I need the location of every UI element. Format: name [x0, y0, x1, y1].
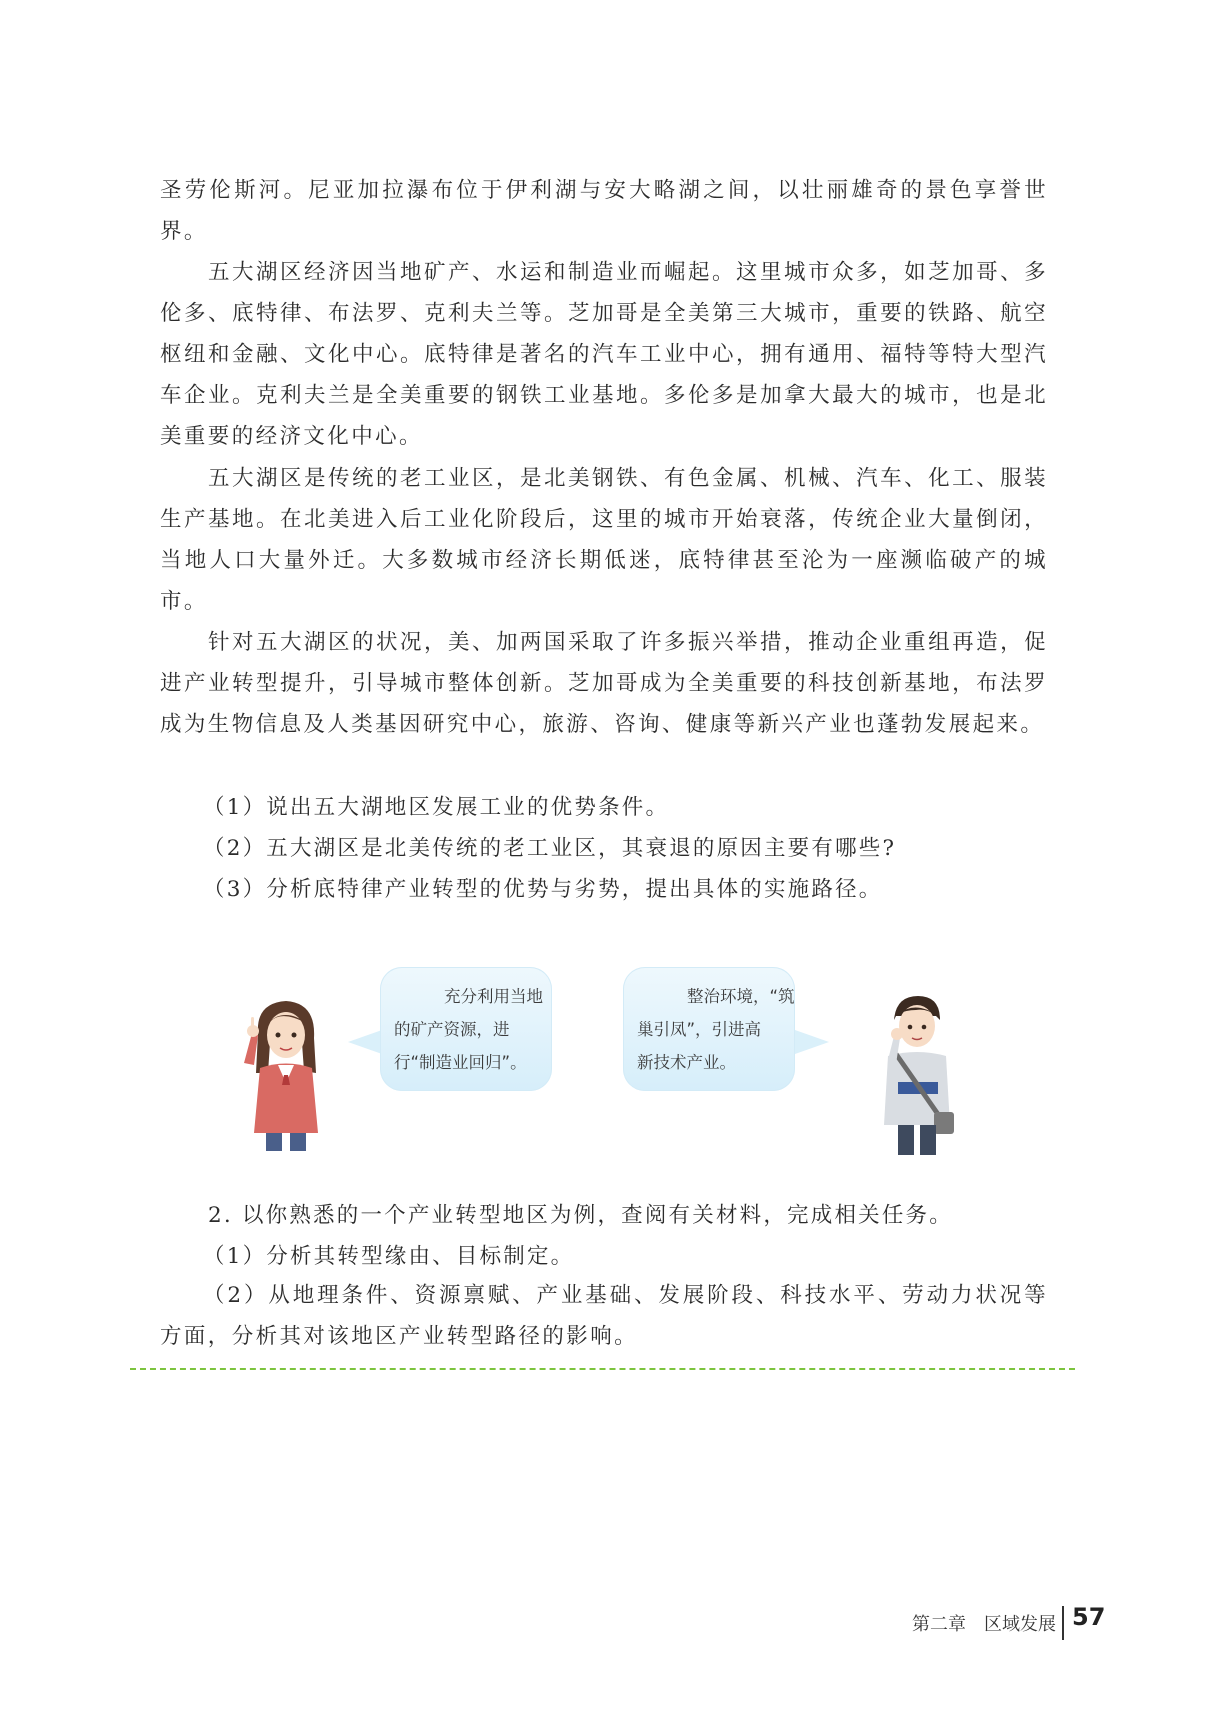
boy-figure-icon	[866, 990, 966, 1160]
question-1: （1）说出五大湖地区发展工业的优势条件。	[203, 795, 670, 820]
paragraph-economy: 五大湖区经济因当地矿产、水运和制造业而崛起。这里城市众多，如芝加哥、多伦多、底特律、布法罗、克利夫兰等。芝加哥是全美第三大城市，重要的铁路、航空枢纽和金融、文化中心。底特律是著名的汽车工业中心，拥有通用、福特等特大型汽车企业。克利夫兰是全美重要的钢铁工业基地。多伦多是加拿大最大的城市，也是北美重要的经济文化中心。	[160, 260, 1048, 449]
task2-intro: 2. 以你熟悉的一个产业转型地区为例，查阅有关材料，完成相关任务。	[208, 1203, 953, 1228]
paragraph-decline: 五大湖区是传统的老工业区，是北美钢铁、有色金属、机械、汽车、化工、服装生产基地。在北美进入后工业化阶段后，这里的城市开始衰落，传统企业大量倒闭，当地人口大量外迁。大多数城市经济长期低迷，底特律甚至沦为一座濒临破产的城市。	[160, 466, 1048, 614]
bubble-tail-left	[348, 1030, 382, 1054]
girl-figure-icon	[236, 993, 336, 1153]
task2-item-2: （2）从地理条件、资源禀赋、产业基础、发展阶段、科技水平、劳动力状况等方面，分析其对该地区产业转型路径的影响。	[160, 1283, 1048, 1349]
bubble-left-line-1: 充分利用当地	[444, 987, 543, 1006]
bubble-tail-right	[795, 1030, 829, 1054]
paragraph-continuation: 圣劳伦斯河。尼亚加拉瀑布位于伊利湖与安大略湖之间，以壮丽雄奇的景色享誉世界。	[160, 178, 1048, 244]
bubble-left-line-3: 行“制造业回归”。	[394, 1053, 527, 1072]
girl-illustration	[236, 993, 336, 1153]
speech-bubble-left	[380, 967, 552, 1091]
bubble-left-line-2: 的矿产资源，进	[394, 1020, 510, 1039]
paragraph-revival: 针对五大湖区的状况，美、加两国采取了许多振兴举措，推动企业重组再造，促进产业转型提升，引导城市整体创新。芝加哥成为全美重要的科技创新基地，布法罗成为生物信息及人类基因研究中心，旅游、咨询、健康等新兴产业也蓬勃发展起来。	[160, 630, 1048, 737]
footer-separator	[1062, 1606, 1064, 1640]
footer-chapter: 第二章 区域发展	[912, 1614, 1056, 1635]
speech-bubble-right	[623, 967, 795, 1091]
bubble-right-line-2: 巢引凤”，引进高	[637, 1020, 762, 1039]
task2-item-1: （1）分析其转型缘由、目标制定。	[203, 1244, 575, 1269]
section-divider	[130, 1368, 1075, 1370]
question-2: （2）五大湖区是北美传统的老工业区，其衰退的原因主要有哪些?	[203, 836, 897, 861]
bubble-right-line-1: 整治环境，“筑	[687, 987, 795, 1006]
page-number: 57	[1072, 1603, 1106, 1631]
question-3: （3）分析底特律产业转型的优势与劣势，提出具体的实施路径。	[203, 877, 883, 902]
bubble-right-line-3: 新技术产业。	[637, 1053, 736, 1072]
boy-illustration	[866, 990, 966, 1160]
